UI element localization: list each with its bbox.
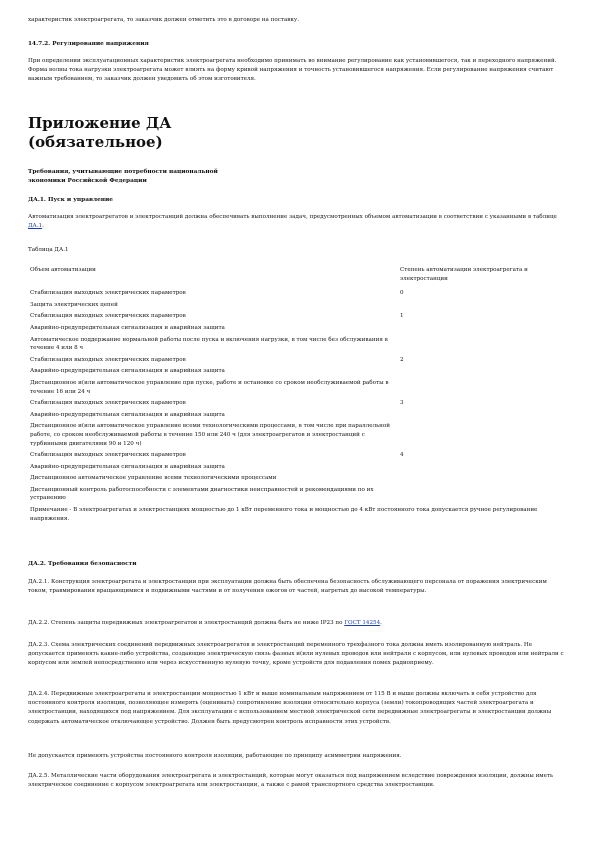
table-cell-degree — [392, 411, 568, 423]
table-row — [28, 474, 568, 486]
table-header-scope: Объем автоматизации — [30, 267, 96, 273]
table-cell-scope: Дистанционное и(или автоматическое управление всеми технологическими процессами, в том числе при параллельной работе, со сроком необслуживаемой работы в течение 150 или 240 ч (для электроагрегатов и электростанций с турбинными двигателями 90 и 120 ч) — [30, 423, 390, 447]
da1-text-main: Автоматизация электроагрегатов и электростанций должна обеспечивать выполнение задач, предусмотренных объемом автоматизации в соответствии с указанными в таблице — [28, 214, 557, 220]
da1-text — [28, 213, 568, 231]
gost-14254-link[interactable]: ГОСТ 14254 — [344, 620, 381, 626]
table-cell-scope: Аварийно-предупредительная сигнализация и аварийная защита — [30, 411, 225, 418]
table-cell-scope: Защита электрических цепей — [30, 301, 118, 308]
section-14-7-2-heading: 14.7.2. Регулирование напряжения — [28, 41, 149, 47]
table-cell-degree — [392, 474, 568, 486]
da2-2-text — [28, 619, 568, 628]
table-note-row — [28, 506, 568, 526]
table-cell-degree: 3 — [400, 400, 404, 407]
da2-3-text: ДА.2.3. Схема электрических соединений передвижных электроагрегатов и электростанций переменного трехфазного тока должна иметь изолированную нейтраль. Не допускается применять какие-либо устройства, создающие электрическую связь фазных и(или нулевых проводов или нейтрали с корпусом, или нулевых проводов или нейтрали с корпусом или землей непосредственно или через искусственную нулевую точку, кроме устройств для подавления помех радиоприему. — [28, 642, 564, 667]
da2-2-text-end: . — [380, 620, 382, 626]
table-row — [28, 312, 568, 324]
table-cell-degree — [392, 422, 568, 451]
table-cell-degree — [392, 324, 568, 336]
table-cell-degree — [392, 301, 568, 313]
table-cell-scope: Дистанционный контроль работоспособности с элементами диагностики неисправностей и рекомендациями по их устранению — [30, 486, 374, 502]
table-row — [28, 301, 568, 313]
table-row — [28, 411, 568, 423]
appendix-title-line2: (обязательное) — [28, 133, 163, 151]
table-row — [28, 289, 568, 301]
table-row — [28, 367, 568, 379]
table-cell-degree: 1 — [400, 313, 404, 320]
da2-4-text: ДА.2.4. Передвижные электроагрегаты и электростанции мощностью 1 кВт и выше номинальным напряжением от 115 В и выше должны включать в себя устройство для постоянного контроля изоляции, позволяющее измерять (оценивать) сопротивление изоляции относительно корпуса (земли) токопроводящих частей электроагрегата и электростанции, находящихся под напряжением. Для эксплуатации с использованием местной электрической сети передвижные электроагрегаты и электростанции должны содержать автоматическое отключающее устройство. Должен быть предусмотрен контроль исправности этих устройств. — [28, 691, 552, 725]
table-cell-degree: 0 — [400, 290, 404, 297]
table-cell-degree — [392, 336, 568, 356]
table-cell-scope: Дистанционное и(или автоматическое управление при пуске, работе и остановке со сроком необслуживаемой работы в течение 16 или 24 ч — [30, 379, 389, 395]
table-row — [28, 379, 568, 399]
da2-heading: ДА.2. Требования безопасности — [28, 561, 137, 567]
table-row — [28, 422, 568, 451]
table-row — [28, 336, 568, 356]
table-cell-scope: Аварийно-предупредительная сигнализация и аварийная защита — [30, 463, 225, 470]
table-cell-scope: Аварийно-предупредительная сигнализация и аварийная защита — [30, 368, 225, 375]
appendix-subtitle: Требования, учитывающие потребности национальной экономики Российской Федерации — [28, 169, 218, 185]
da2-4-note: Не допускается применять устройства постоянного контроля изоляции, работающие по принципу асимметрии напряжения. — [28, 753, 402, 759]
table-caption: Таблица ДА.1 — [28, 247, 69, 253]
table-header-row — [28, 266, 568, 289]
table-cell-scope: Стабилизация выходных электрических параметров — [30, 313, 186, 320]
table-cell-degree — [392, 367, 568, 379]
table-da1-link[interactable]: ДА.1 — [28, 223, 43, 230]
table-cell-degree: 4 — [400, 452, 404, 459]
da1-heading: ДА.1. Пуск и управление — [28, 197, 113, 203]
table-cell-degree: 2 — [400, 356, 404, 363]
section-14-7-2-text: При определении эксплуатационных характеристик электроагрегата необходимо принимать во внимание регулирование как установившегося, так и переходного напряжений. Форма волны тока нагрузки электроагрегата может влиять на форму кривой напряжения и точность установившегося напряжения. Если регулирование напряжения считают важным требованием, то заказчик должен уведомить об этом изготовителя. — [28, 58, 557, 83]
table-row — [28, 324, 568, 336]
table-cell-degree — [392, 486, 568, 506]
da2-5-text: ДА.2.5. Металлические части оборудования электроагрегата и электростанций, которые могут оказаться под напряжением вследствие повреждения изоляции, должны иметь электрическое соединение с корпусом электроагрегата или электростанции, а также с рамой транспортного средства электростанции. — [28, 773, 554, 789]
table-row — [28, 463, 568, 475]
table-cell-scope: Стабилизация выходных электрических параметров — [30, 356, 186, 363]
table-cell-degree — [392, 463, 568, 475]
table-row — [28, 451, 568, 463]
table-note: Примечание - В электроагрегатах и электростанциях мощностью до 1 кВт переменного тока и мощностью до 4 кВт постоянного тока допускается ручное регулирование напряжения. — [30, 507, 538, 522]
appendix-title — [28, 114, 328, 152]
da2-2-text-main: ДА.2.2. Степень защиты передвижных электроагрегатов и электростанций должна быть не ниже IP23 по — [28, 620, 345, 626]
table-cell-scope: Стабилизация выходных электрических параметров — [30, 400, 186, 407]
automation-table — [28, 266, 568, 526]
table-row — [28, 399, 568, 411]
table-row — [28, 486, 568, 506]
appendix-title-line1: Приложение ДА — [28, 114, 172, 132]
table-cell-scope: Аварийно-предупредительная сигнализация и аварийная защита — [30, 324, 225, 331]
table-cell-degree — [392, 379, 568, 399]
da2-1-text: ДА.2.1. Конструкция электроагрегата и электростанции при эксплуатации должна быть обеспечена безопасность обслуживающего персонала от поражения электрическим током, травмирования вращающимися и подвижными частями и от получения ожогов от частей, нагретых до высокой температуры. — [28, 579, 547, 595]
top-fragment: характеристик электроагрегата, то заказчик должен отметить это в договоре на поставку. — [28, 17, 300, 23]
table-cell-scope: Дистанционное автоматическое управление всеми технологическими процессами — [30, 475, 277, 482]
table-cell-scope: Автоматическое поддержание нормальной работы после пуска и включения нагрузки, в том числе без обслуживания в течение 4 или 8 ч — [30, 336, 388, 352]
table-cell-scope: Стабилизация выходных электрических параметров — [30, 452, 186, 459]
table-cell-scope: Стабилизация выходных электрических параметров — [30, 290, 186, 297]
da1-text-end: . — [42, 223, 44, 230]
table-row — [28, 356, 568, 368]
table-header-degree: Степень автоматизации электроагрегата и электростанции — [400, 267, 528, 282]
